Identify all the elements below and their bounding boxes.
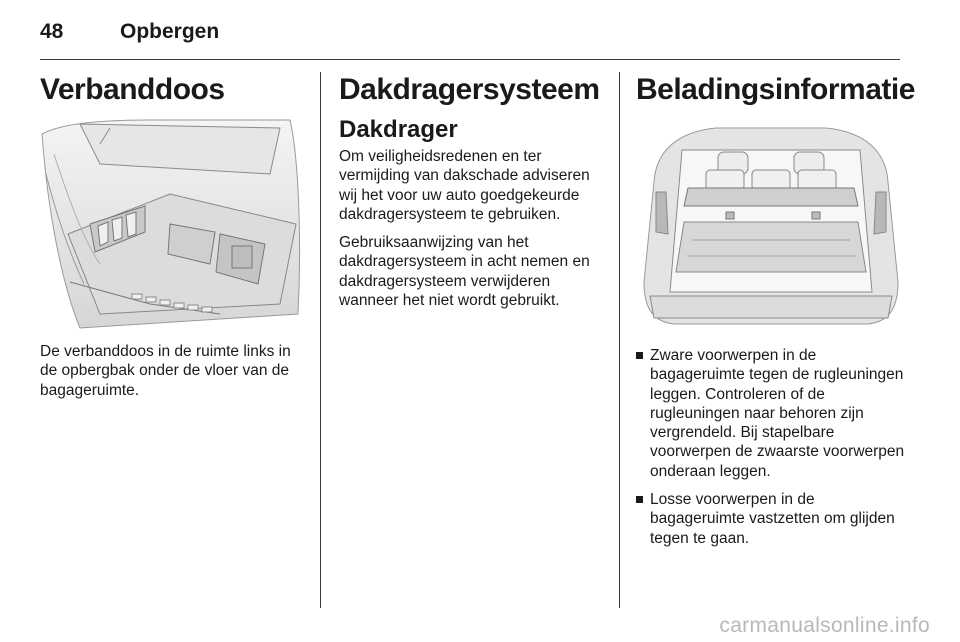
first-aid-column <box>40 72 302 400</box>
car-rear-loading-illustration <box>636 122 906 332</box>
list-item <box>636 490 906 548</box>
header-divider <box>40 59 900 60</box>
roof-rack-paragraph-1: Om veiligheidsredenen en ter vermijding van dakschade adviseren wij het voor uw auto goedgekeurde dakdragersysteem te gebruiken. <box>339 148 590 223</box>
chapter-title: Opbergen <box>120 20 220 43</box>
first-aid-heading: Verbanddoos <box>40 73 225 106</box>
loading-heading: Beladingsinformatie <box>636 73 915 106</box>
roof-rack-subheading: Dakdrager <box>339 116 458 143</box>
roof-rack-heading: Dakdragersysteem <box>339 73 600 106</box>
bullet-square-icon <box>636 496 643 503</box>
list-item <box>636 346 906 481</box>
page-number: 48 <box>40 20 64 43</box>
column-divider-2 <box>619 72 620 608</box>
list-item-text: Losse voorwerpen in de bagageruimte vastzetten om glijden tegen te gaan. <box>650 491 895 547</box>
column-divider-1 <box>320 72 321 608</box>
list-item-text: Zware voorwerpen in de bagageruimte tegen de rugleuningen leggen. Controleren of de rugleuningen naar behoren zijn vergrendeld. Bij stapelbare voorwerpen de zwaarste voorwerpen onderaan leggen. <box>650 347 905 480</box>
watermark: carmanualsonline.info <box>719 614 930 637</box>
bullet-square-icon <box>636 352 643 359</box>
roof-rack-column <box>339 72 603 310</box>
car-boot-compartment-illustration <box>40 114 302 330</box>
loading-column <box>636 72 915 548</box>
page-header <box>40 14 910 54</box>
roof-rack-paragraph-2: Gebruiksaanwijzing van het dakdragersysteem in acht nemen en dakdragersysteem verwijderen wanneer het niet wordt gebruikt. <box>339 234 590 310</box>
first-aid-text: De verbanddoos in de ruimte links in de opbergbak onder de vloer van de bagageruimte. <box>40 343 291 399</box>
loading-bullet-list <box>636 346 906 548</box>
